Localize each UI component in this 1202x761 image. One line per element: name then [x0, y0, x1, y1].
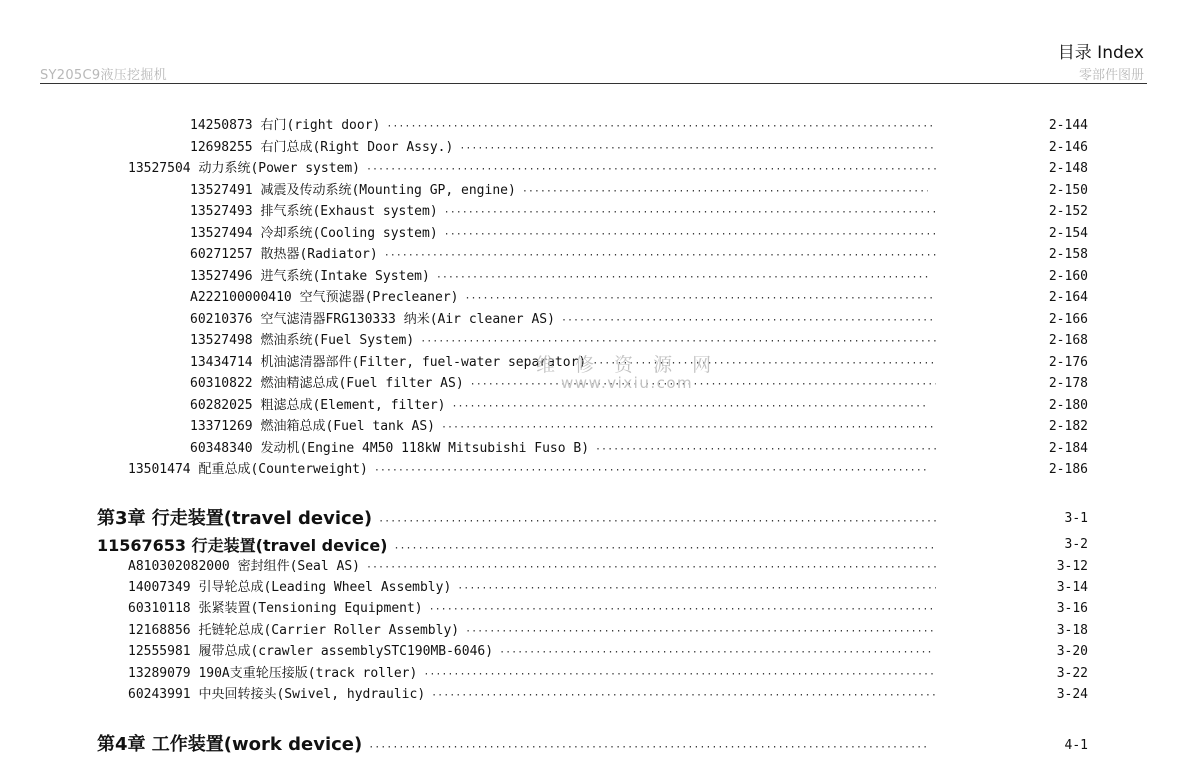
toc-page-number[interactable]: 2-180 — [1048, 398, 1088, 413]
toc-page-number[interactable]: 2-148 — [1048, 161, 1088, 176]
toc-page-number[interactable]: 2-178 — [1048, 376, 1088, 391]
toc-entry[interactable] — [190, 139, 942, 157]
toc-leader-dots — [452, 398, 929, 416]
toc-leader-dots — [366, 161, 936, 179]
toc-entry-label: 13289079 190A支重轮压接版(track roller) — [128, 666, 418, 681]
toc-entry-label: A222100000410 空气预滤器(Precleaner) — [190, 290, 459, 305]
toc-entry-label: A810302082000 密封组件(Seal AS) — [128, 559, 361, 574]
toc-entry-label: 13527498 燃油系统(Fuel System) — [190, 333, 415, 348]
toc-entry-label: 12168856 托链轮总成(Carrier Roller Assembly) — [128, 623, 460, 638]
toc-page-number[interactable]: 3-16 — [1056, 601, 1088, 616]
chapter-heading[interactable] — [97, 733, 936, 757]
toc-page-number[interactable]: 2-168 — [1048, 333, 1088, 348]
toc-leader-dots — [457, 580, 936, 598]
toc-page-number[interactable]: 2-146 — [1048, 140, 1088, 155]
toc-entry[interactable] — [190, 203, 942, 221]
toc-entry[interactable] — [128, 665, 942, 683]
toc-leader-dots — [366, 559, 936, 577]
toc-page-number[interactable]: 2-158 — [1048, 247, 1088, 262]
chapter-title: 第3章 行走装置(travel device) — [97, 508, 373, 529]
toc-leader-dots — [368, 736, 930, 760]
chapter-heading[interactable] — [97, 507, 942, 531]
toc-leader-dots — [522, 183, 928, 201]
toc-leader-dots — [378, 510, 936, 534]
machine-model-title: SY205C9液压挖掘机 — [40, 68, 167, 83]
toc-entry[interactable] — [128, 558, 942, 576]
toc-page-number[interactable]: 3-24 — [1056, 687, 1088, 702]
chapter-title: 第4章 工作装置(work device) — [97, 734, 363, 755]
toc-leader-dots — [429, 601, 936, 619]
toc-entry[interactable] — [190, 182, 934, 200]
toc-leader-dots — [420, 333, 936, 351]
toc-leader-dots — [384, 247, 936, 265]
toc-page-number[interactable]: 2-152 — [1048, 204, 1088, 219]
toc-page-number[interactable]: 3-14 — [1056, 580, 1088, 595]
toc-entry[interactable] — [128, 600, 942, 618]
toc-leader-dots — [444, 204, 936, 222]
toc-page-number[interactable]: 3-20 — [1056, 644, 1088, 659]
toc-leader-dots — [459, 140, 936, 158]
toc-entry-label: 12698255 右门总成(Right Door Assy.) — [190, 140, 454, 155]
toc-leader-dots — [441, 419, 936, 437]
toc-entry-label: 13527496 进气系统(Intake System) — [190, 269, 430, 284]
header-divider — [40, 83, 1147, 84]
toc-entry[interactable] — [128, 461, 934, 479]
toc-entry[interactable] — [128, 686, 942, 704]
toc-entry[interactable] — [128, 160, 942, 178]
toc-page-number[interactable]: 3-12 — [1056, 559, 1088, 574]
toc-entry[interactable] — [190, 225, 942, 243]
toc-leader-dots — [386, 118, 936, 136]
parts-catalog-subtitle: 零部件图册 — [1078, 68, 1144, 83]
index-title: 目录 Index — [1057, 43, 1144, 63]
toc-entry-label: 13527493 排气系统(Exhaust system) — [190, 204, 438, 219]
toc-page-number[interactable]: 3-1 — [1064, 511, 1088, 526]
toc-entry-label: 14007349 引导轮总成(Leading Wheel Assembly) — [128, 580, 452, 595]
toc-page-number[interactable]: 2-166 — [1048, 312, 1088, 327]
toc-entry[interactable] — [190, 268, 934, 286]
toc-entry[interactable] — [128, 643, 940, 661]
watermark-chinese: 维 修 资 源 网 — [536, 354, 719, 376]
toc-leader-dots — [444, 226, 936, 244]
section-title: 11567653 行走装置(travel device) — [97, 536, 388, 555]
toc-entry[interactable] — [190, 354, 942, 372]
toc-entry[interactable] — [190, 418, 942, 436]
toc-entry[interactable] — [190, 375, 942, 393]
toc-entry-label: 13501474 配重总成(Counterweight) — [128, 462, 368, 477]
section-heading[interactable] — [97, 534, 940, 558]
watermark-url: www.vixiu.com — [561, 373, 694, 392]
toc-entry-label: 12555981 履带总成(crawler assemblySTC190MB-6046) — [128, 644, 494, 659]
toc-leader-dots — [465, 290, 937, 308]
toc-entry[interactable] — [190, 332, 942, 350]
toc-entry-label: 13527491 减震及传动系统(Mounting GP, engine) — [190, 183, 516, 198]
toc-entry-label: 60210376 空气滤清器FRG130333 纳米(Air cleaner AS) — [190, 312, 555, 327]
toc-page-number[interactable]: 2-150 — [1048, 183, 1088, 198]
toc-page-number[interactable]: 2-164 — [1048, 290, 1088, 305]
toc-entry-label: 13527504 动力系统(Power system) — [128, 161, 361, 176]
toc-page-number[interactable]: 2-184 — [1048, 441, 1088, 456]
toc-entry-label: 60310822 燃油精滤总成(Fuel filter AS) — [190, 376, 464, 391]
toc-page-number[interactable]: 2-176 — [1048, 355, 1088, 370]
toc-entry-label: 13527494 冷却系统(Cooling system) — [190, 226, 438, 241]
toc-page-number[interactable]: 2-154 — [1048, 226, 1088, 241]
toc-entry-label: 14250873 右门(right door) — [190, 118, 381, 133]
toc-leader-dots — [592, 355, 936, 373]
toc-leader-dots — [436, 269, 928, 287]
toc-entry-label: 13371269 燃油箱总成(Fuel tank AS) — [190, 419, 436, 434]
toc-entry-label: 13434714 机油滤清器部件(Filter, fuel-water separator) — [190, 355, 587, 370]
toc-entry[interactable] — [190, 117, 942, 135]
toc-page-number[interactable]: 2-160 — [1048, 269, 1088, 284]
toc-entry-label: 60243991 中央回转接头(Swivel, hydraulic) — [128, 687, 426, 702]
toc-leader-dots — [470, 373, 936, 394]
toc-entry-label: 60348340 发动机(Engine 4M50 118kW Mitsubishi Fuso B) — [190, 441, 590, 456]
toc-leader-dots — [595, 441, 936, 459]
toc-entry[interactable] — [190, 440, 942, 458]
toc-leader-dots — [561, 312, 936, 330]
toc-page-number[interactable]: 3-2 — [1064, 537, 1088, 552]
toc-entry[interactable] — [190, 289, 942, 307]
toc-leader-dots — [374, 462, 928, 480]
toc-entry-label: 60271257 散热器(Radiator) — [190, 247, 378, 262]
toc-entry-label: 60310118 张紧装置(Tensioning Equipment) — [128, 601, 423, 616]
toc-leader-dots — [423, 666, 936, 684]
toc-entry-label: 60282025 粗滤总成(Element, filter) — [190, 398, 446, 413]
toc-entry[interactable] — [190, 246, 942, 264]
toc-page-number[interactable]: 2-186 — [1048, 462, 1088, 477]
toc-page-number[interactable]: 4-1 — [1064, 738, 1088, 753]
toc-leader-dots — [465, 623, 936, 641]
toc-leader-dots — [431, 687, 936, 705]
toc-entry[interactable] — [190, 397, 934, 415]
toc-page-number[interactable]: 3-18 — [1056, 623, 1088, 638]
toc-page-number[interactable]: 2-144 — [1048, 118, 1088, 133]
toc-leader-dots — [499, 644, 934, 662]
toc-entry[interactable] — [128, 622, 942, 640]
toc-page-number[interactable]: 2-182 — [1048, 419, 1088, 434]
toc-entry[interactable] — [128, 579, 942, 597]
toc-entry[interactable] — [190, 311, 942, 329]
toc-page-number[interactable]: 3-22 — [1056, 666, 1088, 681]
